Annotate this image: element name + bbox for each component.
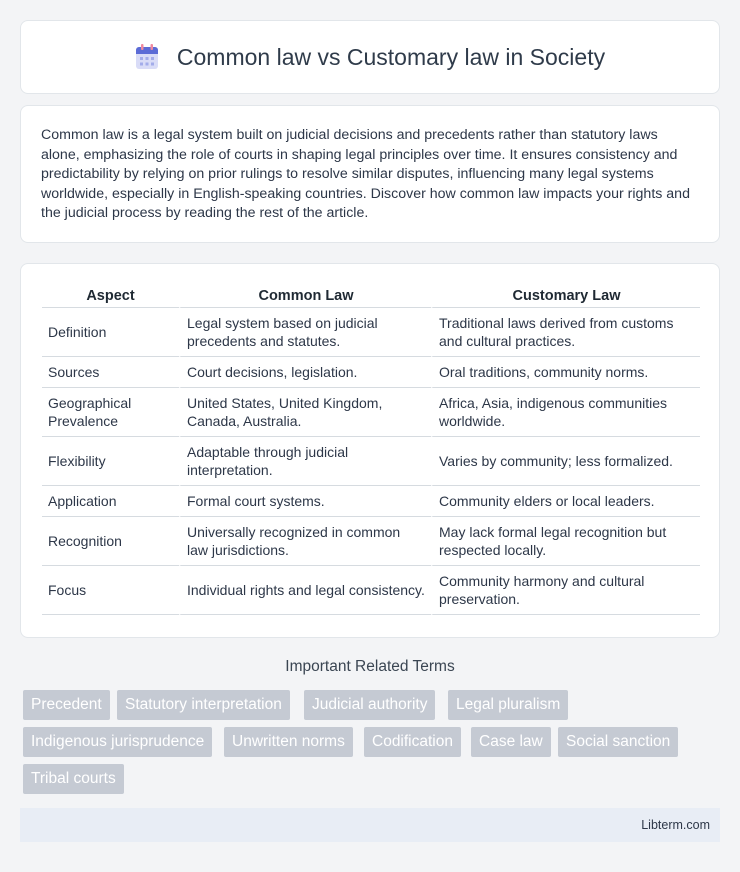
tag-unwritten-norms[interactable]: Unwritten norms — [224, 727, 353, 757]
related-terms-heading: Important Related Terms — [285, 658, 455, 675]
table-cell-common-law: Legal system based on judicial precedents and statutes. — [179, 308, 431, 357]
comparison-table — [42, 286, 700, 615]
table-cell-customary-law: Africa, Asia, indigenous communities worldwide. — [431, 388, 700, 437]
table-cell-aspect: Application — [42, 486, 179, 517]
table-cell-common-law: Formal court systems. — [179, 486, 431, 517]
page-title: Common law vs Customary law in Society — [176, 43, 606, 70]
table-row — [42, 308, 700, 357]
table-cell-common-law: United States, United Kingdom, Canada, Australia. — [179, 388, 431, 437]
table-cell-aspect: Focus — [42, 566, 179, 615]
table-cell-customary-law: Oral traditions, community norms. — [431, 357, 700, 388]
tag-social-sanction[interactable]: Social sanction — [558, 727, 678, 757]
table-cell-customary-law: Community elders or local leaders. — [431, 486, 700, 517]
calendar-icon — [135, 44, 159, 70]
table-row — [42, 517, 700, 566]
table-cell-customary-law: Community harmony and cultural preservation. — [431, 566, 700, 615]
table-row — [42, 388, 700, 437]
table-cell-common-law: Court decisions, legislation. — [179, 357, 431, 388]
table-cell-common-law: Adaptable through judicial interpretation. — [179, 437, 431, 486]
table-cell-common-law: Individual rights and legal consistency. — [179, 566, 431, 615]
intro-card — [20, 105, 720, 243]
header-aspect: Aspect — [42, 286, 179, 308]
table-cell-aspect: Sources — [42, 357, 179, 388]
table-header-row — [42, 286, 700, 308]
tag-case-law[interactable]: Case law — [471, 727, 551, 757]
table-row — [42, 566, 700, 615]
tag-statutory-interpretation[interactable]: Statutory interpretation — [117, 690, 290, 720]
tag-precedent[interactable]: Precedent — [23, 690, 110, 720]
footer — [20, 808, 720, 842]
tag-judicial-authority[interactable]: Judicial authority — [304, 690, 435, 720]
table-row — [42, 357, 700, 388]
footer-site-link[interactable]: Libterm.com — [641, 818, 710, 832]
table-row — [42, 486, 700, 517]
table-cell-aspect: Recognition — [42, 517, 179, 566]
tag-tribal-courts[interactable]: Tribal courts — [23, 764, 124, 794]
header-customary-law: Customary Law — [431, 286, 700, 308]
table-cell-common-law: Universally recognized in common law jurisdictions. — [179, 517, 431, 566]
comparison-table-card — [20, 263, 720, 638]
table-cell-aspect: Flexibility — [42, 437, 179, 486]
table-cell-customary-law: Traditional laws derived from customs and cultural practices. — [431, 308, 700, 357]
table-cell-customary-law: Varies by community; less formalized. — [431, 437, 700, 486]
tag-legal-pluralism[interactable]: Legal pluralism — [448, 690, 568, 720]
table-row — [42, 437, 700, 486]
tag-indigenous-jurisprudence[interactable]: Indigenous jurisprudence — [23, 727, 212, 757]
header-card — [20, 20, 720, 94]
table-cell-customary-law: May lack formal legal recognition but respected locally. — [431, 517, 700, 566]
tag-codification[interactable]: Codification — [364, 727, 461, 757]
header-common-law: Common Law — [179, 286, 431, 308]
intro-paragraph: Common law is a legal system built on judicial decisions and precedents rather than statutory laws alone, emphasizing the role of courts in shaping legal principles over time. It ensures consistency and predictability by relying on prior rulings to resolve similar disputes, influencing many legal systems worldwide, especially in English-speaking countries. Discover how common law impacts your rights and the judicial process by reading the rest of the article. — [41, 127, 690, 222]
table-cell-aspect: Definition — [42, 308, 179, 357]
table-cell-aspect: Geographical Prevalence — [42, 388, 179, 437]
